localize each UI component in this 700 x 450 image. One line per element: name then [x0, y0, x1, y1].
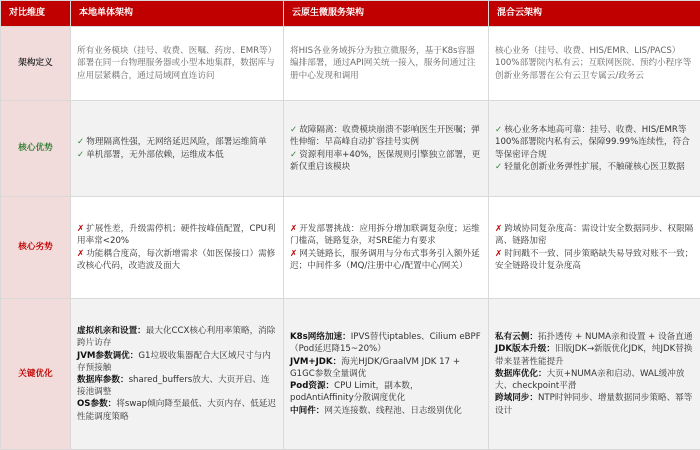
row-definition: [1, 27, 700, 101]
cell-hybrid-optimizations: [489, 299, 700, 450]
item-text: 最大化CCX核心利用率策略，消除跨片访存: [77, 326, 275, 348]
cell-text: 所有业务模块（挂号、收费、医嘱、药房、EMR等）部署在同一台物理服务器或小型本地集群，数据库与应用层紧耦合，通过局域网直连访问: [77, 45, 277, 82]
list-item: [495, 331, 694, 343]
list-item: [495, 368, 694, 392]
check-icon: ✓: [495, 162, 502, 172]
item-label: 虚拟机亲和设置：: [77, 326, 146, 336]
list-item: [77, 136, 277, 148]
cross-icon: ✗: [77, 224, 84, 234]
item-text: shared_buffers放大、大页开启、连接池调整: [77, 375, 270, 397]
cell-local-disadvantages: [71, 197, 284, 299]
dimension-label: 核心优势: [1, 101, 71, 197]
row-disadvantages: [1, 197, 700, 299]
list-item: [77, 223, 277, 247]
list-item: [290, 356, 482, 380]
check-icon: ✓: [290, 150, 297, 160]
list-item: [290, 223, 482, 247]
item-label: 数据库优化：: [495, 369, 547, 379]
row-key-optimizations: [1, 299, 700, 450]
item-text: 海光HJDK/GraalVM JDK 17 + G1GC参数全量调优: [290, 357, 460, 379]
list-item: [290, 124, 482, 148]
item-label: Pod资源：: [290, 381, 334, 391]
item-text: 旧版JDK→新版优化JDK，纯JDK替换带来显著性能提升: [495, 344, 692, 366]
list-item: [495, 343, 694, 367]
list-item: [77, 248, 277, 272]
cross-icon: ✗: [290, 224, 297, 234]
list-item: [495, 124, 694, 161]
cell-text: 核心业务（挂号、收费、HIS/EMR、LIS/PACS）100%部署院内私有云；互联网医院、预约小程序等创新业务部署在公有云卫专属云/政务云: [495, 45, 694, 82]
item-text: 时间戳不一致、同步策略缺失易导致对账不一致；安全链路设计复杂度高: [495, 249, 693, 271]
cell-hybrid-definition: [489, 27, 700, 101]
item-text: 故障隔离：收费模块崩溃不影响医生开医嘱；弹性伸缩：早高峰自动扩容挂号实例: [290, 125, 480, 147]
item-text: 开发部署挑战：应用拆分增加联调复杂度；运维门槛高，链路复杂，对SRE能力有要求: [290, 224, 480, 246]
header-cloud-native: 云原生微服务架构: [284, 1, 489, 27]
item-text: 单机部署，无外部依赖，运维成本低: [86, 150, 224, 160]
header-hybrid-cloud: 混合云架构: [489, 1, 700, 27]
item-text: 扩展性差，升级需停机；硬件按峰值配置，CPU利用率常<20%: [77, 224, 276, 246]
item-label: OS参数：: [77, 399, 116, 409]
cell-cloud-optimizations: [284, 299, 489, 450]
cross-icon: ✗: [77, 249, 84, 259]
list-item: [77, 398, 277, 422]
list-item: [77, 149, 277, 161]
header-dimension: 对比维度: [1, 1, 71, 27]
cross-icon: ✗: [290, 249, 297, 259]
item-text: 物理隔离性强，无网络延迟风险，部署运维简单: [86, 137, 266, 147]
check-icon: ✓: [290, 125, 297, 135]
item-text: 网关链路长，服务调用与分布式事务引入额外延迟；中间件多（MQ/注册中心/配置中心/网关）: [290, 249, 480, 271]
item-text: 大页+NUMA亲和启动、WAL缓冲放大、checkpoint平滑: [495, 369, 684, 391]
header-local-monolith: 本地单体架构: [71, 1, 284, 27]
list-item: [495, 392, 694, 416]
list-item: [77, 374, 277, 398]
item-text: G1垃圾收集器配合大区域尺寸与内存预接触: [77, 351, 271, 373]
item-label: K8s网络加速：: [290, 332, 351, 342]
cross-icon: ✗: [495, 249, 502, 259]
cell-local-advantages: [71, 101, 284, 197]
list-item: [495, 161, 694, 173]
dimension-label: 核心劣势: [1, 197, 71, 299]
cell-cloud-definition: [284, 27, 489, 101]
list-item: [290, 149, 482, 173]
list-item: [290, 405, 482, 417]
cell-cloud-disadvantages: [284, 197, 489, 299]
item-text: 核心业务本地高可靠：挂号、收费、HIS/EMR等100%部署院内私有云，保障99.99%连续性，符合等保密评合规: [495, 125, 690, 159]
list-item: [290, 248, 482, 272]
item-text: 轻量化创新业务弹性扩展，不触碰核心医卫数据: [504, 162, 684, 172]
cell-cloud-advantages: [284, 101, 489, 197]
item-text: 将swap倾向降至最低、大页内存、低延迟性能调度策略: [77, 399, 276, 421]
cell-local-definition: [71, 27, 284, 101]
list-item: [495, 248, 694, 272]
item-text: 跨域协同复杂度高：需设计安全数据同步、权限隔离、链路加密: [495, 224, 693, 246]
cell-text: 将HIS各业务域拆分为独立微服务，基于K8s容器编排部署，通过API网关统一接入，服务间通过注册中心发现和调用: [290, 45, 482, 82]
item-label: 私有云侧：: [495, 332, 538, 342]
list-item: [290, 331, 482, 355]
item-text: NTP时钟同步、增量数据同步策略、幂等设计: [495, 393, 692, 415]
header-row: [1, 1, 700, 27]
check-icon: ✓: [77, 150, 84, 160]
list-item: [290, 380, 482, 404]
list-item: [77, 325, 277, 349]
item-text: 功能耦合度高，每次新增需求（如医保接口）需修改核心代码，改造波及面大: [77, 249, 275, 271]
item-text: CPU Limit，副本数，podAntiAffinity分散调度优化: [290, 381, 419, 403]
cross-icon: ✗: [495, 224, 502, 234]
item-label: JVM参数调优：: [77, 351, 138, 361]
list-item: [495, 223, 694, 247]
cell-hybrid-disadvantages: [489, 197, 700, 299]
cell-local-optimizations: [71, 299, 284, 450]
dimension-label: 关键优化: [1, 299, 71, 450]
list-item: [77, 350, 277, 374]
cell-hybrid-advantages: [489, 101, 700, 197]
item-text: 网关连接数、线程池、日志级别优化: [324, 406, 462, 416]
row-advantages: [1, 101, 700, 197]
item-label: 中间件：: [290, 406, 324, 416]
item-label: 跨域同步：: [495, 393, 538, 403]
dimension-label: 架构定义: [1, 27, 71, 101]
item-label: JDK版本升级：: [495, 344, 555, 354]
item-text: IPVS替代iptables、Cilium eBPF（Pod延迟降15~20%）: [290, 332, 481, 354]
item-label: JVM+JDK：: [290, 357, 341, 367]
item-text: 拓扑透传 + NUMA亲和设置 + 设备直通: [538, 332, 692, 342]
check-icon: ✓: [495, 125, 502, 135]
check-icon: ✓: [77, 137, 84, 147]
item-text: 资源利用率+40%，医保规则引擎独立部署，更新仅重启该模块: [290, 150, 480, 172]
item-label: 数据库参数：: [77, 375, 129, 385]
